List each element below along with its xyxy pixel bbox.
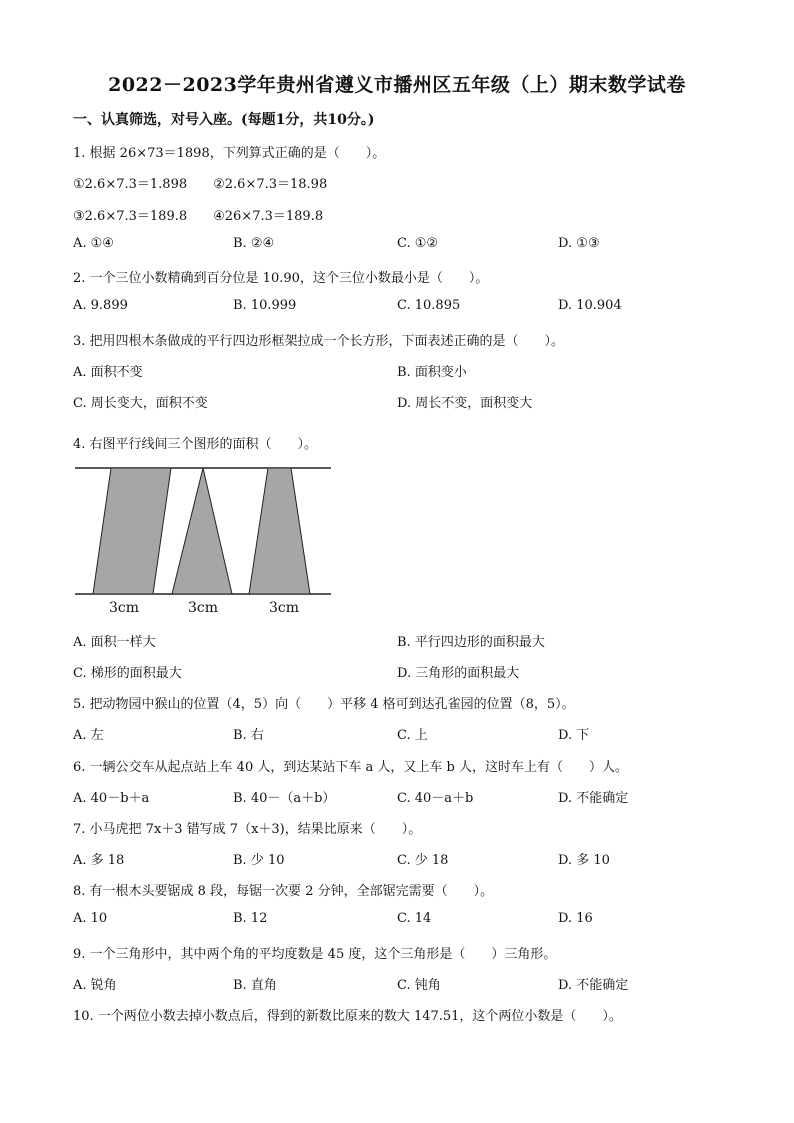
question-1-equations-b: ③2.6×7.3＝189.8 ④26×7.3＝189.8 [73,209,324,224]
q5-option-d[interactable]: D. 下 [558,728,590,743]
q4-option-d[interactable]: D. 三角形的面积最大 [397,666,520,681]
q4-option-b[interactable]: B. 平行四边形的面积最大 [397,635,545,650]
q8-option-b[interactable]: B. 12 [233,911,268,926]
q1-option-a[interactable]: A. ①④ [73,236,114,251]
q7-option-b[interactable]: B. 少 10 [233,853,285,868]
q6-option-d[interactable]: D. 不能确定 [558,791,629,806]
q9-option-a[interactable]: A. 锐角 [73,978,117,993]
q2-option-b[interactable]: B. 10.999 [233,298,297,313]
triangle-base-label: 3cm [188,600,219,616]
question-10-stem: 10. 一个两位小数去掉小数点后，得到的新数比原来的数大 147.51，这个两位小数是（ ）。 [73,1009,622,1024]
q1-option-b[interactable]: B. ②④ [233,236,275,251]
question-2-stem: 2. 一个三位小数精确到百分位是 10.90，这个三位小数最小是（ ）。 [73,271,489,286]
q5-option-a[interactable]: A. 左 [73,728,104,743]
question-3-stem: 3. 把用四根木条做成的平行四边形框架拉成一个长方形，下面表述正确的是（ ）。 [73,334,565,349]
q7-option-c[interactable]: C. 少 18 [397,853,449,868]
question-7-stem: 7. 小马虎把 7x＋3 错写成 7（x＋3)，结果比原来（ ）。 [73,822,422,837]
q1-option-c[interactable]: C. ①② [397,236,439,251]
q7-option-d[interactable]: D. 多 10 [558,853,610,868]
section-heading: 一、认真筛选，对号入座。(每题1分，共10分。) [73,112,375,128]
q5-option-c[interactable]: C. 上 [397,728,428,743]
question-8-stem: 8. 有一根木头要锯成 8 段，每锯一次要 2 分钟，全部锯完需要（ ）。 [73,884,494,899]
triangle-shape [172,468,232,594]
q7-option-a[interactable]: A. 多 18 [73,853,125,868]
question-1-equations-a: ①2.6×7.3＝1.898 ②2.6×7.3＝18.98 [73,177,328,192]
q8-option-d[interactable]: D. 16 [558,911,593,926]
question-1-stem: 1. 根据 26×73＝1898，下列算式正确的是（ ）。 [73,146,386,161]
q1-option-d[interactable]: D. ①③ [558,236,600,251]
q8-option-a[interactable]: A. 10 [73,911,108,926]
q2-option-d[interactable]: D. 10.904 [558,298,622,313]
q2-option-a[interactable]: A. 9.899 [73,298,128,313]
q4-option-a[interactable]: A. 面积一样大 [73,635,156,650]
q6-option-a[interactable]: A. 40－b＋a [73,791,150,806]
q8-option-c[interactable]: C. 14 [397,911,432,926]
parallel-lines-figure [73,462,333,620]
q3-option-b[interactable]: B. 面积变小 [397,365,467,380]
q3-option-a[interactable]: A. 面积不变 [73,365,143,380]
q3-option-d[interactable]: D. 周长不变，面积变大 [397,396,533,411]
trapezoid-shape [249,468,310,594]
parallelogram-shape [93,468,171,594]
question-5-stem: 5. 把动物园中猴山的位置（4，5）向（ ）平移 4 格可到达孔雀园的位置（8，5）。 [73,697,575,712]
q3-option-c[interactable]: C. 周长变大，面积不变 [73,396,208,411]
q9-option-b[interactable]: B. 直角 [233,978,277,993]
question-6-stem: 6. 一辆公交车从起点站上车 40 人，到达某站下车 a 人，又上车 b 人，这时车上有（ ）人。 [73,760,628,775]
q6-option-b[interactable]: B. 40－（a＋b） [233,791,336,806]
q2-option-c[interactable]: C. 10.895 [397,298,461,313]
trapezoid-base-label: 3cm [269,600,300,616]
parallelogram-base-label: 3cm [109,600,140,616]
q9-option-c[interactable]: C. 钝角 [397,978,441,993]
question-4-stem: 4. 右图平行线间三个图形的面积（ ）。 [73,437,318,452]
q5-option-b[interactable]: B. 右 [233,728,264,743]
question-9-stem: 9. 一个三角形中，其中两个角的平均度数是 45 度，这个三角形是（ ）三角形。 [73,947,557,962]
q9-option-d[interactable]: D. 不能确定 [558,978,629,993]
q4-option-c[interactable]: C. 梯形的面积最大 [73,666,182,681]
page-title: 2022－2023学年贵州省遵义市播州区五年级（上）期末数学试卷 [108,74,686,96]
q6-option-c[interactable]: C. 40－a＋b [397,791,474,806]
